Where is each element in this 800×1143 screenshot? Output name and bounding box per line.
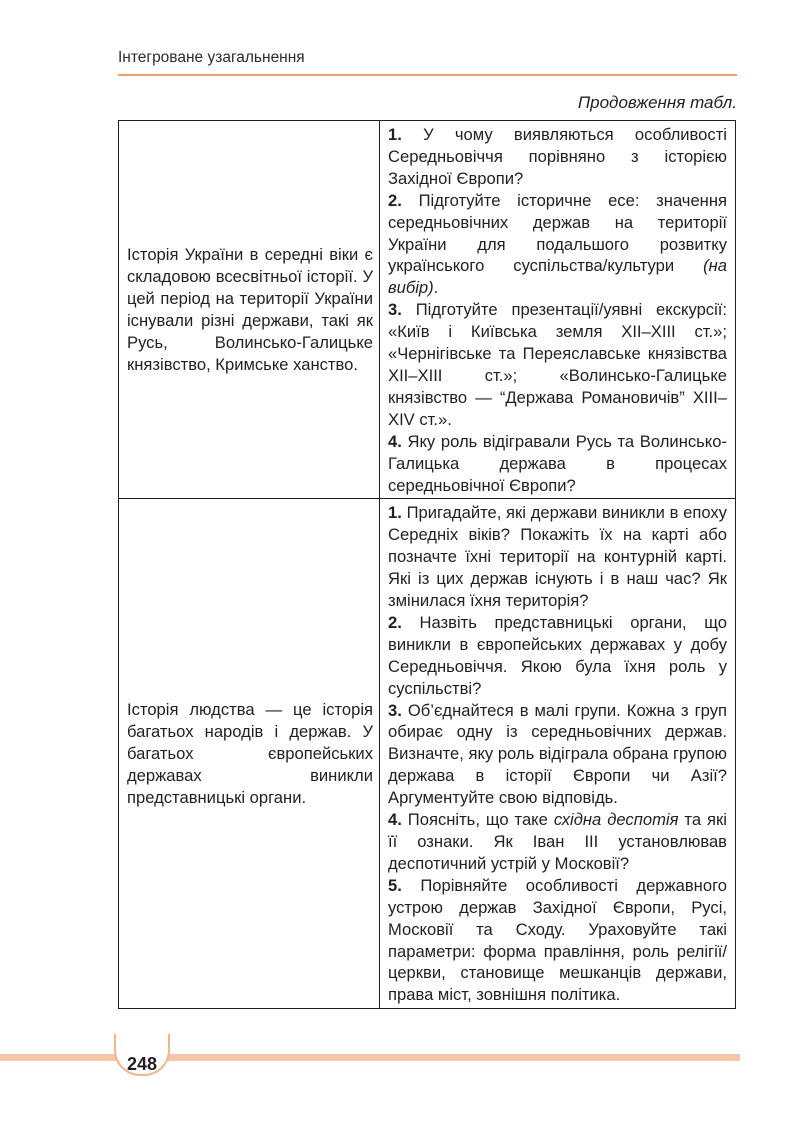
question-tail: .: [433, 278, 439, 298]
header-rule: [118, 74, 737, 76]
question-text: Поясніть, що таке: [407, 810, 548, 830]
question-text: У чому виявляються особливості Середньовіччя порівняно з історією Західної Європи?: [388, 125, 727, 188]
question-number: 4.: [388, 431, 402, 451]
question-text: Яку роль відігравали Русь та Волинсько-Галицька держава в процесах середньовічної Європи?: [388, 431, 727, 495]
table-continuation-label: Продовження табл.: [577, 93, 737, 112]
question-item: [388, 612, 727, 700]
table-row: [119, 499, 736, 1009]
table-row: [119, 121, 736, 499]
question-number: 2.: [388, 190, 402, 210]
question-item: [388, 502, 727, 612]
page-number: 248: [126, 1054, 158, 1074]
question-number: 1.: [388, 125, 402, 144]
question-number: 3.: [388, 300, 402, 320]
question-item: [388, 700, 727, 810]
question-italic: східна деспотія: [553, 810, 679, 830]
question-text: Об’єднайтеся в малі групи. Кожна з груп обирає одну із середньовічних держав. Визначте, яку роль відіграла обрана групою держава в історії Європи чи Азії? Аргументуйте свою відповідь.: [388, 700, 727, 808]
question-item: [388, 190, 727, 300]
question-number: 3.: [388, 700, 402, 720]
summary-table: [118, 120, 736, 1009]
row-2-topic: Історія людства — це історія багатьох народів і держав. У багатьох європейських державах виникли представницькі органи.: [119, 499, 380, 1009]
question-number: 5.: [388, 875, 402, 895]
question-text: Порівняйте особливості державного устрою держав Західної Європи, Русі, Московії та Сходу. Ураховуйте такі параметри: форма правління, роль релігії/церкви, становище мешканців держави, права міст, зовнішня політика.: [388, 875, 727, 1005]
question-number: 2.: [388, 612, 402, 632]
question-item: [388, 299, 727, 430]
footer-band: [0, 1054, 740, 1061]
question-text: Пригадайте, які держави виникли в епоху Середніх віків? Покажіть їх на карті або позначте їхні території на контурній карті. Які із цих держав існують і в наш час? Як змінилася їхня територія?: [388, 503, 727, 611]
question-text: Підготуйте презентації/уявні екскурсії: «Київ і Київська земля XII–XIII ст.»; «Чернігівське та Переяславське князівства XII–XIII ст.»; «Волинсько-Галицьке князівство — “Держава Романовичів” XIII–XIV ст.».: [388, 300, 727, 429]
question-text: Назвіть представницькі органи, що виникли в європейських державах у добу Середньовіччя. Якою була їхня роль у суспільстві?: [388, 612, 727, 698]
question-tail: та які її ознаки. Як Іван III установлював деспотичний устрій у Московії?: [388, 810, 727, 873]
question-item: [388, 431, 727, 497]
question-item: [388, 875, 727, 1006]
question-number: 4.: [388, 810, 402, 830]
question-item: [388, 809, 727, 875]
question-item: [388, 124, 727, 190]
question-text: Підготуйте історичне есе: значення середньовічних держав на території України для подальшого розвитку українського суспільства/культури: [388, 190, 727, 276]
running-header: Інтегроване узагальнення: [118, 49, 305, 66]
row-2-questions: [380, 499, 736, 1009]
row-1-questions: [380, 121, 736, 499]
row-1-topic: Історія України в середні віки є складовою всесвітньої історії. У цей період на території України існували різні держави, такі як Русь, Волинсько-Галицьке князівство, Кримське ханство.: [119, 121, 380, 499]
question-italic: (на вибір): [388, 256, 727, 298]
question-number: 1.: [388, 503, 402, 523]
